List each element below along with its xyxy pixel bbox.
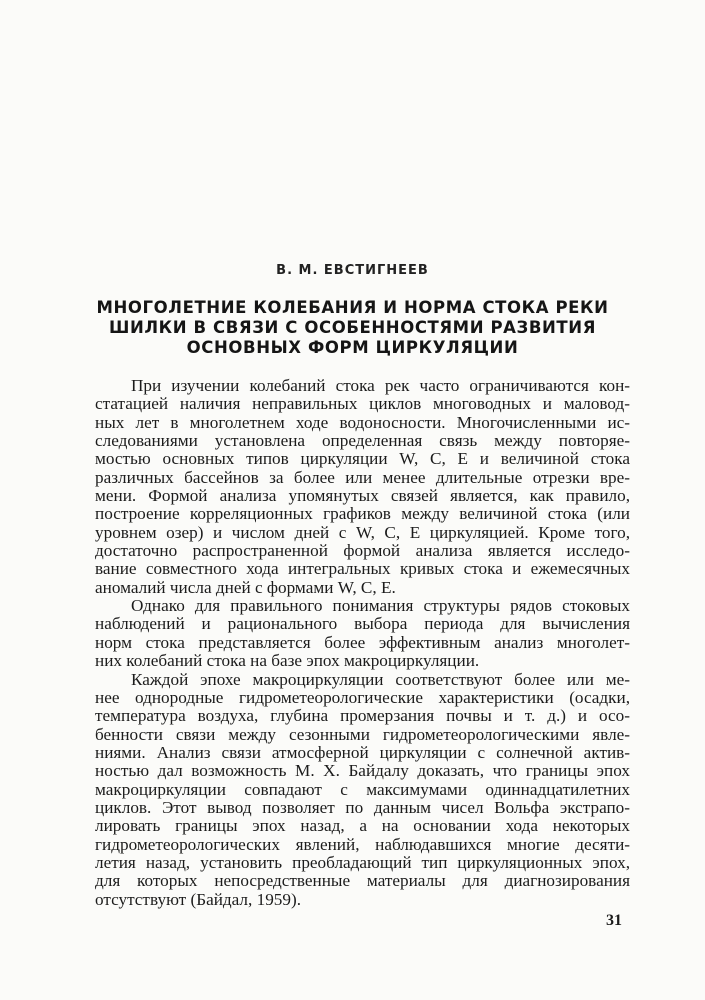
text-line: мостью основных типов циркуляции W, C, E и величиной стока <box>95 449 630 469</box>
text-line: ниями. Анализ связи атмосферной циркуляции с солнечной актив- <box>95 742 630 762</box>
article-body <box>95 377 630 909</box>
text-line: ных лет в многолетнем ходе водоносности. Многочисленными ис- <box>95 412 630 432</box>
title-line: ОСНОВНЫХ ФОРМ ЦИРКУЛЯЦИИ <box>186 338 519 357</box>
article-author: В. М. ЕВСТИГНЕЕВ <box>276 263 429 278</box>
text-line: макроциркуляции совпадают с максимумами одиннадцатилетних <box>95 779 630 799</box>
text-line: циклов. Этот вывод позволяет по данным чисел Вольфа экстрапо- <box>95 797 630 817</box>
text-line: летия назад, установить преобладающий тип циркуляционных эпох, <box>95 852 630 872</box>
text-line: При изучении колебаний стока рек часто ограничиваются кон- <box>131 376 630 395</box>
text-line: гидрометеорологических явлений, наблюдавшихся многие десяти- <box>95 834 630 854</box>
text-line: наблюдений и рационального выбора периода для вычисления <box>95 614 630 634</box>
text-line: температура воздуха, глубина промерзания почвы и т. д.) и осо- <box>95 706 630 726</box>
text-line: Однако для правильного понимания структуры рядов стоковых <box>131 596 630 616</box>
text-line: вание совместного хода интегральных кривых стока и ежемесячных <box>95 559 630 579</box>
text-line: Каждой эпохе макроциркуляции соответствуют более или ме- <box>131 669 630 689</box>
text-line: статацией наличия неправильных циклов многоводных и маловод- <box>95 394 630 414</box>
text-line: бенности связи между сезонными гидрометеорологическими явле- <box>95 724 630 744</box>
page-number: 31 <box>606 912 622 929</box>
paragraph-1 <box>95 377 630 597</box>
text-line: достаточно распространенной формой анализа является исследо- <box>95 541 630 561</box>
text-line: нее однородные гидрометеорологические характеристики (осадки, <box>95 687 630 707</box>
article-title <box>60 298 645 358</box>
text-line: лировать границы эпох назад, а на основании хода некоторых <box>95 816 630 836</box>
paragraph-3 <box>95 671 630 909</box>
text-line: различных бассейнов за более или менее длительные отрезки вре- <box>95 467 630 487</box>
text-line: уровнем озер) и числом дней с W, C, E циркуляцией. Кроме того, <box>95 522 630 542</box>
text-line: аномалий числа дней с формами W, C, E. <box>95 577 396 597</box>
text-line: норм стока представляется более эффективным анализ многолет- <box>95 632 630 652</box>
text-line: них колебаний стока на базе эпох макроциркуляции. <box>95 651 480 671</box>
text-line: для которых непосредственные материалы для диагнозирования <box>95 871 630 891</box>
text-line: следованиями установлена определенная связь между повторяе- <box>95 431 630 451</box>
text-line: мени. Формой анализа упомянутых связей является, как правило, <box>95 486 630 506</box>
title-line: МНОГОЛЕТНИЕ КОЛЕБАНИЯ И НОРМА СТОКА РЕКИ <box>96 298 609 317</box>
text-line: построение корреляционных графиков между величиной стока (или <box>95 504 630 524</box>
paragraph-2 <box>95 597 630 670</box>
title-line: ШИЛКИ В СВЯЗИ С ОСОБЕННОСТЯМИ РАЗВИТИЯ <box>108 318 596 337</box>
text-line: ностью дал возможность М. Х. Байдалу доказать, что границы эпох <box>95 761 630 781</box>
text-line: отсутствуют (Байдал, 1959). <box>95 889 301 909</box>
